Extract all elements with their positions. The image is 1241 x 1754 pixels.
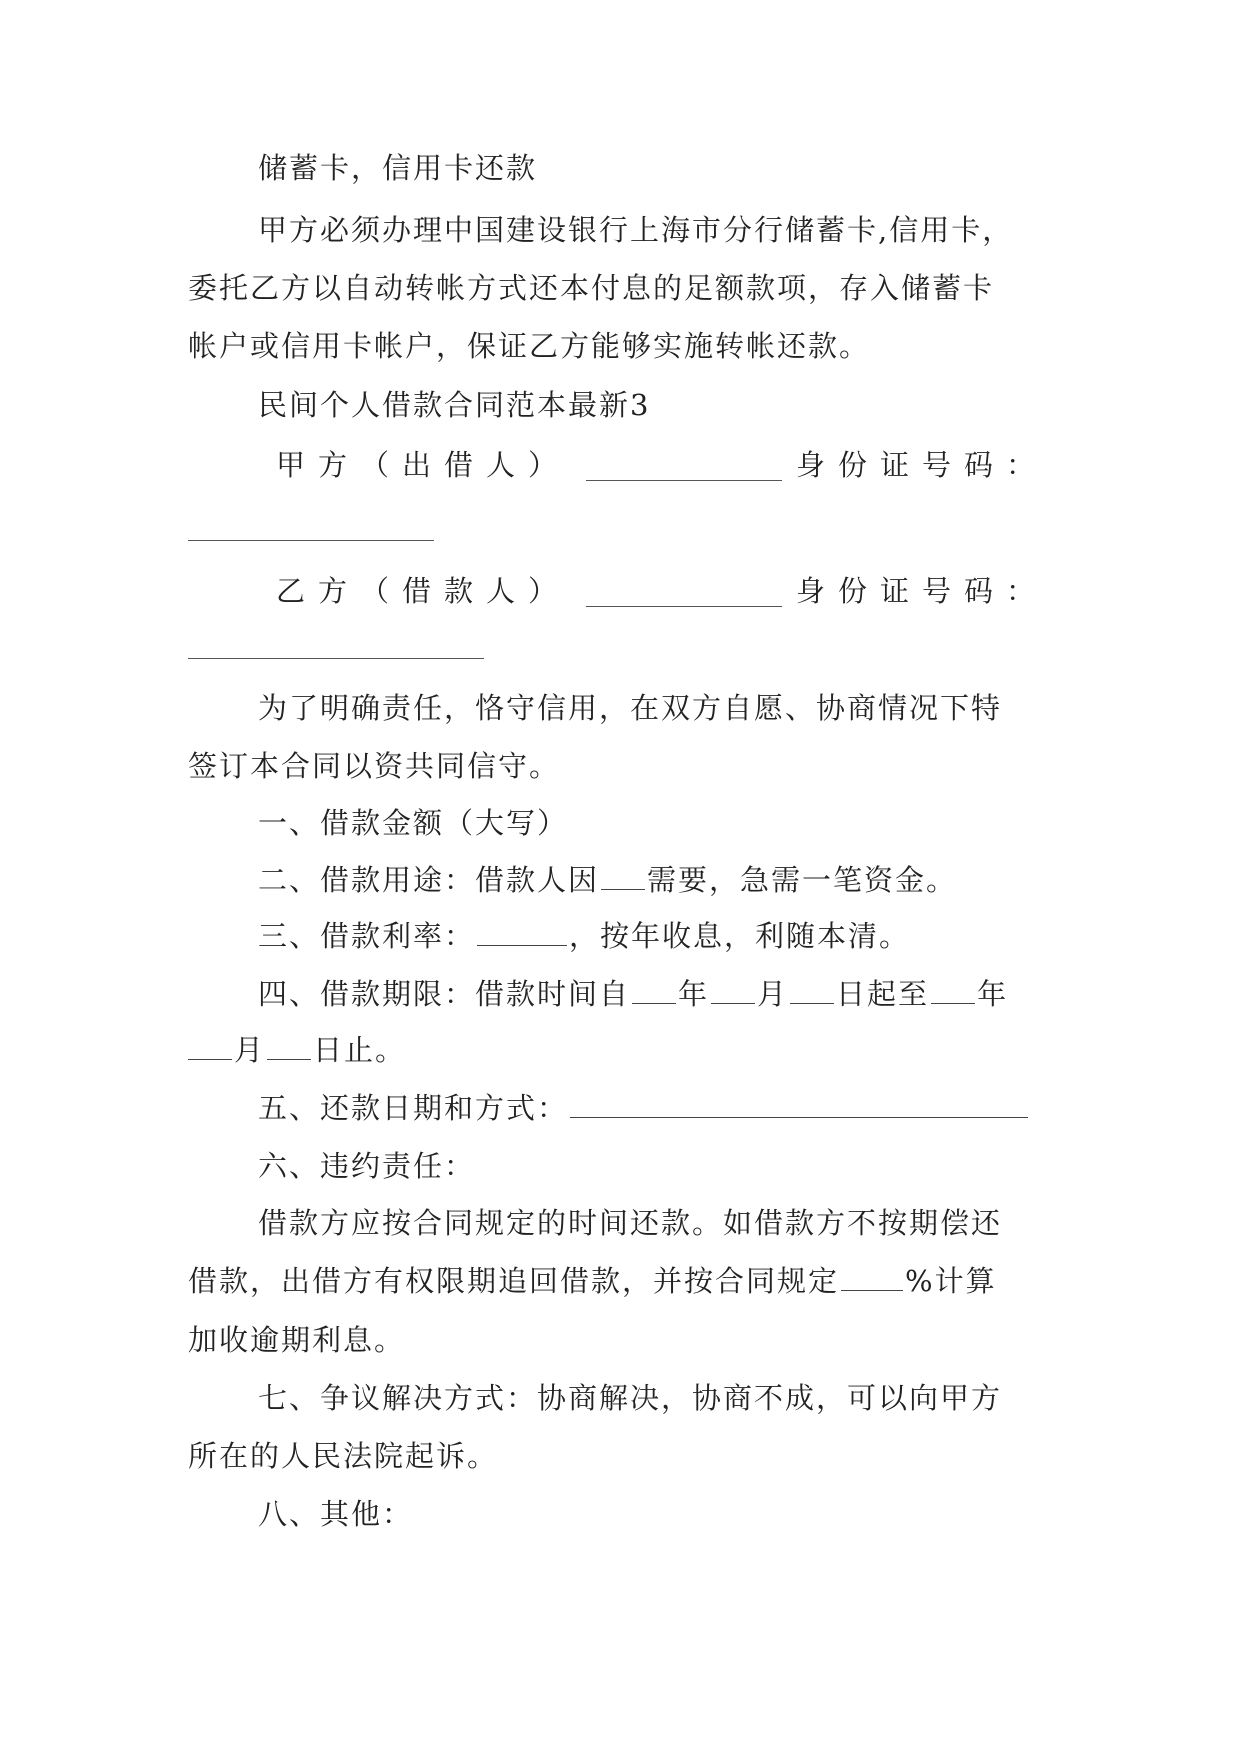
party-a-id-blank bbox=[188, 540, 434, 541]
year-text: 年 bbox=[977, 977, 1009, 1011]
day-end-text: 日止。 bbox=[313, 1033, 407, 1067]
clause-5 bbox=[258, 1090, 1030, 1126]
end-day-blank bbox=[267, 1035, 311, 1060]
paragraph-line: 加收逾期利息。 bbox=[188, 1323, 406, 1357]
clause-3 bbox=[258, 918, 910, 954]
paragraph-line: 为了明确责任，恪守信用，在双方自愿、协商情况下特 bbox=[258, 691, 1003, 725]
clause-3-text-end: ，按年收息，利随本清。 bbox=[569, 919, 911, 953]
clause-2 bbox=[258, 862, 957, 898]
party-b-id-label: 身份证号码： bbox=[796, 574, 1049, 608]
clause-4-cont bbox=[188, 1032, 406, 1068]
clause-1: 一、借款金额（大写） bbox=[258, 806, 569, 840]
clause-7: 七、争议解决方式：协商解决，协商不成，可以向甲方 bbox=[258, 1381, 1003, 1415]
clause-4-text: 四、借款期限：借款时间自 bbox=[258, 977, 631, 1011]
month-text: 月 bbox=[757, 977, 789, 1011]
purpose-blank bbox=[601, 865, 645, 890]
paragraph-line: 甲方必须办理中国建设银行上海市分行储蓄卡,信用卡， bbox=[258, 213, 1014, 247]
paragraph-line: 签订本合同以资共同信守。 bbox=[188, 749, 561, 783]
breach-text: 借款，出借方有权限期追回借款，并按合同规定 bbox=[188, 1264, 840, 1298]
paragraph-line bbox=[188, 1263, 997, 1299]
paragraph-line: 所在的人民法院起诉。 bbox=[188, 1439, 499, 1473]
clause-2-text: 二、借款用途：借款人因 bbox=[258, 863, 600, 897]
end-year-blank bbox=[931, 979, 975, 1004]
interest-rate-blank bbox=[477, 921, 567, 946]
clause-5-text: 五、还款日期和方式： bbox=[258, 1091, 569, 1125]
party-b-name-blank bbox=[586, 606, 782, 607]
clause-2-text-end: 需要，急需一笔资金。 bbox=[647, 863, 958, 897]
month-text: 月 bbox=[234, 1033, 266, 1067]
year-text: 年 bbox=[678, 977, 710, 1011]
breach-text-end: %计算 bbox=[905, 1264, 997, 1298]
paragraph-line: 帐户或信用卡帐户，保证乙方能够实施转帐还款。 bbox=[188, 329, 871, 363]
party-b-id-blank bbox=[188, 658, 484, 659]
day-from-text: 日起至 bbox=[836, 977, 930, 1011]
end-month-blank bbox=[188, 1035, 232, 1060]
start-month-blank bbox=[711, 979, 755, 1004]
clause-3-text: 三、借款利率： bbox=[258, 919, 476, 953]
clause-4 bbox=[258, 976, 1008, 1012]
clause-8: 八、其他： bbox=[258, 1497, 414, 1531]
paragraph-line: 委托乙方以自动转帐方式还本付息的足额款项，存入储蓄卡 bbox=[188, 271, 995, 305]
clause-6: 六、违约责任： bbox=[258, 1149, 476, 1183]
contract-title: 民间个人借款合同范本最新3 bbox=[258, 388, 651, 422]
party-a-label: 甲方（出借人） bbox=[276, 448, 571, 482]
paragraph-line: 借款方应按合同规定的时间还款。如借款方不按期偿还 bbox=[258, 1206, 1003, 1240]
start-day-blank bbox=[790, 979, 834, 1004]
section-heading-debit-card: 储蓄卡，信用卡还款 bbox=[258, 151, 538, 185]
party-a-name-blank bbox=[586, 480, 782, 481]
party-b-label: 乙方（借款人） bbox=[276, 574, 571, 608]
party-a-id-label: 身份证号码： bbox=[796, 448, 1049, 482]
penalty-rate-blank bbox=[841, 1266, 903, 1291]
start-year-blank bbox=[632, 979, 676, 1004]
repayment-blank bbox=[570, 1093, 1028, 1118]
